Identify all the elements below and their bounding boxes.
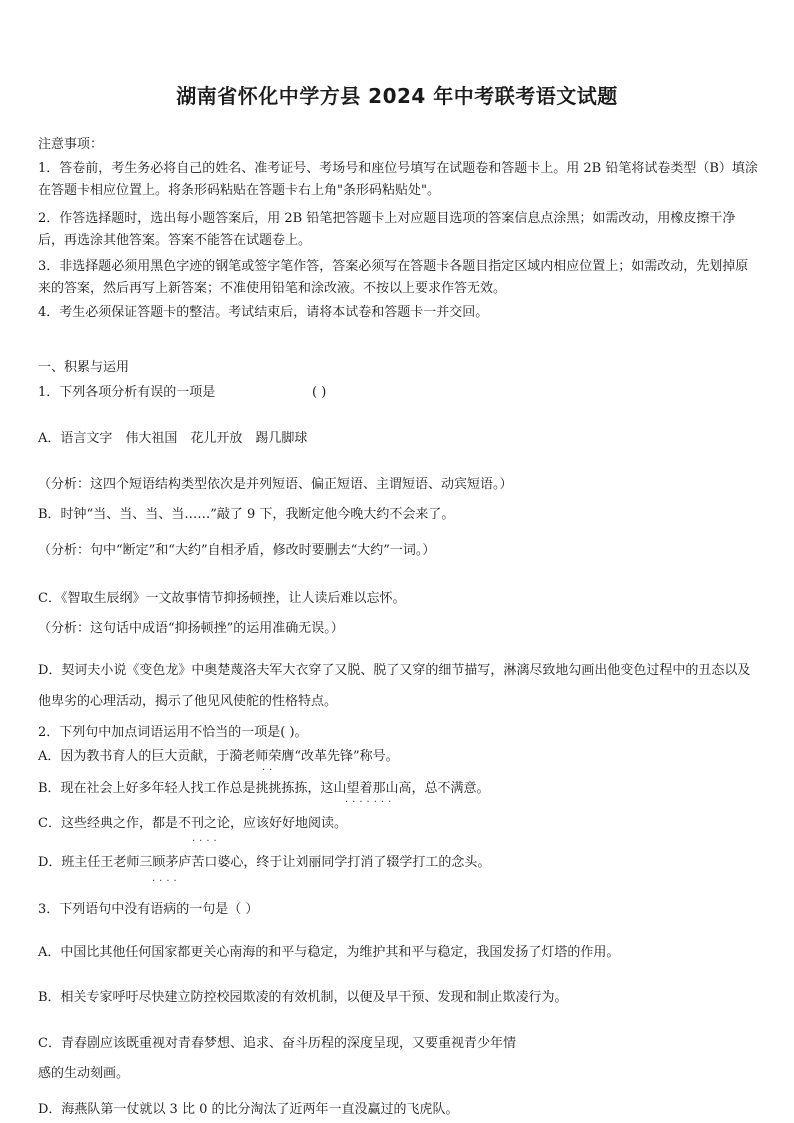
notice-item-3: 3．非选择题必须用黑色字迹的钢笔或签字笔作答，答案必须写在答题卡各题目指定区域内相应位置上；如需改动，先划掉原来的答案，然后再写上新答案；不准使用铅笔和涂改液。不按以上要求作答无效。 — [38, 259, 749, 296]
notice-item-2: 2．作答选择题时，选出每小题答案后，用 2B 铅笔把答题卡上对应题目选项的答案信息点涂黑；如需改动，用橡皮擦干净后，再选涂其他答案。答案不能答在试题卷上。 — [38, 211, 736, 248]
question-1-option-b-note: （分析：句中“断定”和“大约”自相矛盾，修改时要删去“大约”一词。） — [38, 543, 436, 558]
question-3-option-a: A．中国比其他任何国家都更关心南海的和平与稳定，为维护其和平与稳定，我国发扬了灯塔的作用。 — [38, 945, 620, 960]
question-3-option-c: C．青春剧应该既重视对青春梦想、追求、奋斗历程的深度呈现，又要重视青少年情 — [38, 1036, 516, 1051]
question-3-option-c-continued: 感的生动刻画。 — [38, 1066, 130, 1081]
question-3-stem: 3．下列语句中没有语病的一句是（ ） — [38, 902, 259, 917]
emphasis-dots: ······· — [345, 797, 396, 808]
question-3-option-d: D．海燕队第一仗就以 3 比 0 的比分淘汰了近两年一直没赢过的飞虎队。 — [38, 1102, 459, 1117]
question-1-stem: 1．下列各项分析有误的一项是 — [38, 385, 216, 400]
question-2-option-c: C．这些经典之作，都是不刊之论，应该好好地阅读。 — [38, 816, 347, 831]
question-2-option-d: D．班主任王老师三顾茅庐苦口婆心，终于让刘丽同学打消了辍学打工的念头。 — [38, 855, 491, 870]
notice-heading: 注意事项： — [38, 137, 104, 152]
notice-item-4: 4．考生必须保证答题卡的整洁。考试结束后，请将本试卷和答题卡一并交回。 — [38, 305, 489, 320]
question-1-option-c: C．《智取生辰纲》一文故事情节抑扬顿挫，让人读后难以忘怀。 — [38, 591, 406, 606]
question-1-option-d: D．契诃夫小说《变色龙》中奥楚蔑洛夫军大衣穿了又脱、脱了又穿的细节描写，淋漓尽致地勾画出他变色过程中的丑态以及他卑劣的心理活动，揭示了他见风使舵的性格特点。 — [38, 663, 751, 709]
question-1-option-a-note: （分析：这四个短语结构类型依次是并列短语、偏正短语、主谓短语、动宾短语。） — [38, 477, 513, 492]
question-2-option-b: B．现在社会上好多年轻人找工作总是挑挑拣拣，这山望着那山高，总不满意。 — [38, 781, 490, 796]
question-2-option-a: A．因为教书育人的巨大贡献，于漪老师荣膺“改革先锋”称号。 — [38, 749, 399, 764]
question-1-option-a: A．语言文字 伟大祖国 花儿开放 踢几脚球 — [38, 431, 308, 446]
notice-item-1: 1．答卷前，考生务必将自己的姓名、准考证号、考场号和座位号填写在试题卷和答题卡上。用 2B 铅笔将试卷类型（B）填涂在答题卡相应位置上。将条形码粘贴在答题卡右上角"条形码粘贴处"。 — [38, 161, 758, 198]
page-title: 湖南省怀化中学方县 2024 年中考联考语文试题 — [176, 84, 618, 108]
emphasis-dots: ·· — [262, 765, 277, 776]
question-1-answer-paren: ( ) — [312, 385, 327, 400]
emphasis-dots: ···· — [152, 876, 181, 887]
question-1-option-c-note: （分析：这句话中成语“抑扬顿挫”的运用准确无误。） — [38, 621, 344, 636]
question-2-stem: 2．下列句中加点词语运用不恰当的一项是( )。 — [38, 725, 308, 740]
question-1-option-b: B．时钟“当、当、当、当……”敲了 9 下，我断定他今晚大约不会来了。 — [38, 507, 455, 522]
section-heading: 一、积累与运用 — [38, 360, 130, 375]
emphasis-dots: ···· — [192, 836, 221, 847]
question-3-option-b: B．相关专家呼吁尽快建立防控校园欺凌的有效机制，以便及早干预、发现和制止欺凌行为。 — [38, 990, 568, 1005]
